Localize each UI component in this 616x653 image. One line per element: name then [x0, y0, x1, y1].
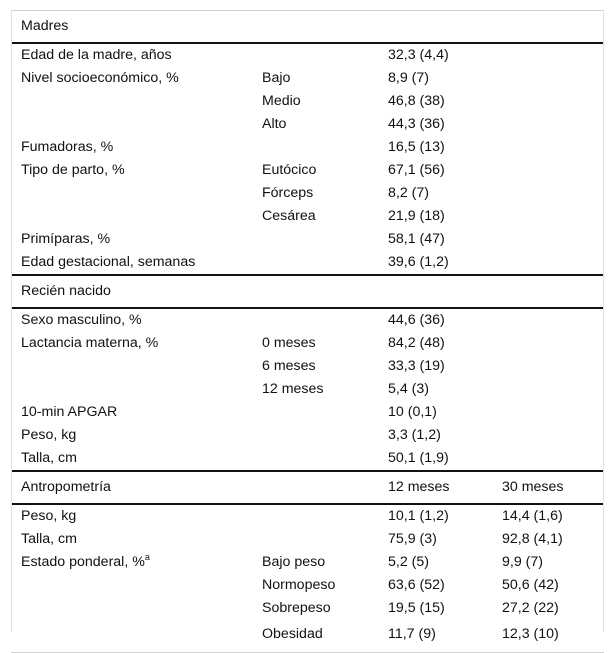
- row-sublabel: Alto: [262, 116, 287, 132]
- table-row: [11, 205, 604, 228]
- table-row: [11, 182, 604, 205]
- row-sublabel: Normopeso: [262, 577, 336, 593]
- row-value: 11,7 (9): [378, 620, 492, 653]
- table-row: [11, 620, 604, 653]
- row-value: 67,1 (56): [388, 162, 445, 178]
- row-label: Talla, cm: [21, 531, 77, 547]
- row-value: 5,4 (3): [388, 381, 430, 397]
- row-label: Estado ponderal, %$^a$: [21, 552, 150, 570]
- table-row: [11, 308, 604, 332]
- column-header-30-meses: 30 meses: [492, 471, 604, 504]
- row-value: 16,5 (13): [388, 139, 445, 155]
- row-sublabel: Eutócico: [262, 162, 317, 178]
- section-header-antropometria: [11, 471, 604, 504]
- row-label: Edad gestacional, semanas: [21, 254, 196, 270]
- row-value: 92,8 (4,1): [502, 531, 563, 547]
- table-row: [11, 90, 604, 113]
- table-row: [11, 447, 604, 471]
- row-label: Peso, kg: [21, 508, 77, 524]
- row-sublabel: Bajo: [262, 70, 291, 86]
- row-label: 10-min APGAR: [21, 404, 118, 420]
- row-value: 9,9 (7): [502, 554, 544, 570]
- row-label: Peso, kg: [21, 427, 77, 443]
- table-row: [11, 136, 604, 159]
- data-table-container: [11, 10, 604, 653]
- section-title: Recién nacido: [11, 275, 604, 308]
- row-value: 44,3 (36): [388, 116, 445, 132]
- row-label: Lactancia materna, %: [21, 335, 159, 351]
- row-sublabel: 12 meses: [262, 381, 324, 397]
- section-header-madres: [11, 11, 604, 44]
- table-row: [11, 159, 604, 182]
- characteristics-table: [11, 10, 604, 653]
- section-title: Antropometría: [11, 471, 252, 504]
- table-row: [11, 43, 604, 67]
- section-title: Madres: [11, 11, 604, 44]
- table-row: [11, 67, 604, 90]
- row-value: 8,9 (7): [388, 70, 430, 86]
- table-row: [11, 504, 604, 528]
- row-label: Sexo masculino, %: [21, 312, 142, 328]
- row-label: Primíparas, %: [21, 231, 111, 247]
- row-value: 33,3 (19): [388, 358, 445, 374]
- table-row: [11, 528, 604, 551]
- row-value: 84,2 (48): [388, 335, 445, 351]
- row-value: 50,6 (42): [502, 577, 559, 593]
- table-row: [11, 228, 604, 251]
- row-label: Talla, cm: [21, 450, 77, 466]
- row-value: 3,3 (1,2): [388, 427, 441, 443]
- table-row: [11, 332, 604, 355]
- row-sublabel: Medio: [262, 93, 301, 109]
- table-row: [11, 113, 604, 136]
- row-sublabel: Cesárea: [262, 208, 316, 224]
- row-label: Edad de la madre, años: [21, 47, 172, 63]
- row-sublabel: Bajo peso: [262, 554, 326, 570]
- row-value: 10 (0,1): [388, 404, 437, 420]
- row-value: 63,6 (52): [388, 577, 445, 593]
- table-row: [11, 574, 604, 597]
- column-header-12-meses: 12 meses: [378, 471, 492, 504]
- row-value: 21,9 (18): [388, 208, 445, 224]
- row-sublabel: Sobrepeso: [262, 600, 331, 616]
- table-row: [11, 597, 604, 620]
- row-value: 19,5 (15): [388, 600, 445, 616]
- row-value: 8,2 (7): [388, 185, 430, 201]
- row-value: 27,2 (22): [502, 600, 559, 616]
- row-value: 5,2 (5): [388, 554, 430, 570]
- table-row: [11, 251, 604, 275]
- row-value: 46,8 (38): [388, 93, 445, 109]
- table-row: [11, 355, 604, 378]
- row-sublabel: 0 meses: [262, 335, 316, 351]
- table-row: [11, 424, 604, 447]
- row-label: Tipo de parto, %: [21, 162, 125, 178]
- table-row: [11, 378, 604, 401]
- table-row: [11, 401, 604, 424]
- row-value: 32,3 (4,4): [388, 47, 449, 63]
- row-sublabel: Obesidad: [252, 620, 378, 653]
- row-value: 50,1 (1,9): [388, 450, 449, 466]
- row-sublabel: 6 meses: [262, 358, 316, 374]
- row-value: 58,1 (47): [388, 231, 445, 247]
- row-value: 39,6 (1,2): [388, 254, 449, 270]
- row-value: 75,9 (3): [388, 531, 437, 547]
- row-value: 12,3 (10): [492, 620, 604, 653]
- footnote-marker: a: [144, 552, 150, 562]
- row-value: 44,6 (36): [388, 312, 445, 328]
- row-value: 14,4 (1,6): [502, 508, 563, 524]
- row-label: Nivel socioeconómico, %: [21, 70, 179, 86]
- section-header-recien-nacido: [11, 275, 604, 308]
- table-row: [11, 551, 604, 574]
- row-sublabel: Fórceps: [262, 185, 314, 201]
- row-label: Fumadoras, %: [21, 139, 114, 155]
- row-value: 10,1 (1,2): [388, 508, 449, 524]
